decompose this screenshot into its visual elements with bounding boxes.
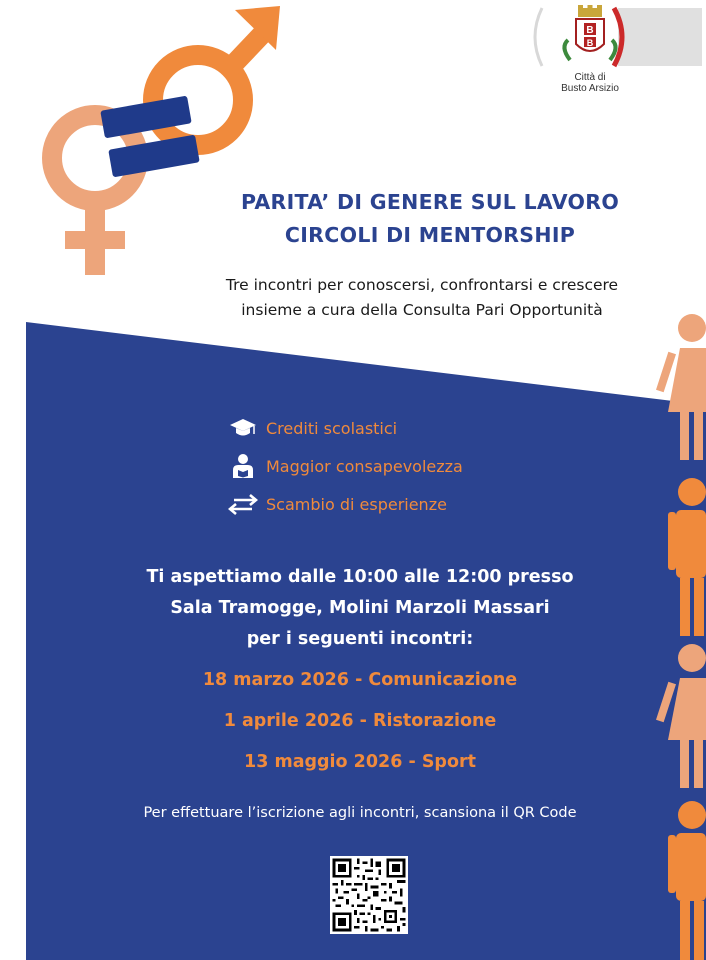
subtitle-line-1: Tre incontri per conoscersi, confrontarsi e crescere (225, 276, 619, 294)
logo-line-1: Città di (574, 72, 606, 83)
man-figure-icon (668, 478, 706, 636)
benefit-item (228, 485, 463, 523)
exchange-arrows-icon (228, 492, 258, 516)
meeting-date: 13 maggio 2026 - Sport (244, 752, 476, 772)
equals-bars-icon (100, 96, 200, 178)
city-crest-icon (530, 2, 702, 72)
svg-text:B: B (586, 38, 594, 48)
meeting-date: 1 aprile 2026 - Ristorazione (223, 711, 497, 731)
benefits-list (228, 409, 463, 523)
svg-text:B: B (586, 25, 594, 36)
logo-line-2: Busto Arsizio (561, 83, 619, 94)
meeting-date: 18 marzo 2026 - Comunicazione (202, 670, 518, 690)
page-title (150, 186, 706, 252)
schedule-line-3: per i seguenti incontri: (246, 629, 474, 649)
benefit-item (228, 409, 463, 447)
benefit-label: Scambio di esperienze (266, 494, 447, 514)
benefit-item (228, 447, 463, 485)
man-figure-icon (668, 801, 706, 960)
city-logo (530, 2, 702, 94)
female-symbol-icon (52, 115, 138, 275)
woman-figure-icon (656, 644, 706, 788)
qr-code-icon[interactable] (330, 856, 408, 934)
benefit-label: Crediti scolastici (266, 418, 398, 438)
title-line-1: PARITA’ DI GENERE SUL LAVORO (240, 190, 620, 214)
registration-text: Per effettuare l’iscrizione agli incontri, scansiona il QR Code (143, 805, 577, 821)
graduation-cap-icon (228, 416, 258, 440)
meeting-dates-list (60, 665, 660, 788)
woman-figure-icon (656, 314, 706, 460)
benefit-label: Maggior consapevolezza (266, 456, 463, 476)
logo-label (530, 72, 650, 94)
schedule-text (60, 562, 660, 655)
schedule-line-1: Ti aspettiamo dalle 10:00 alle 12:00 presso (146, 567, 574, 587)
title-line-2: CIRCOLI DI MENTORSHIP (284, 223, 576, 247)
subtitle-line-2: insieme a cura della Consulta Pari Opportunità (241, 301, 603, 319)
schedule-line-2: Sala Tramogge, Molini Marzoli Massari (170, 598, 550, 618)
subtitle (150, 273, 694, 323)
person-reading-icon (228, 454, 258, 478)
